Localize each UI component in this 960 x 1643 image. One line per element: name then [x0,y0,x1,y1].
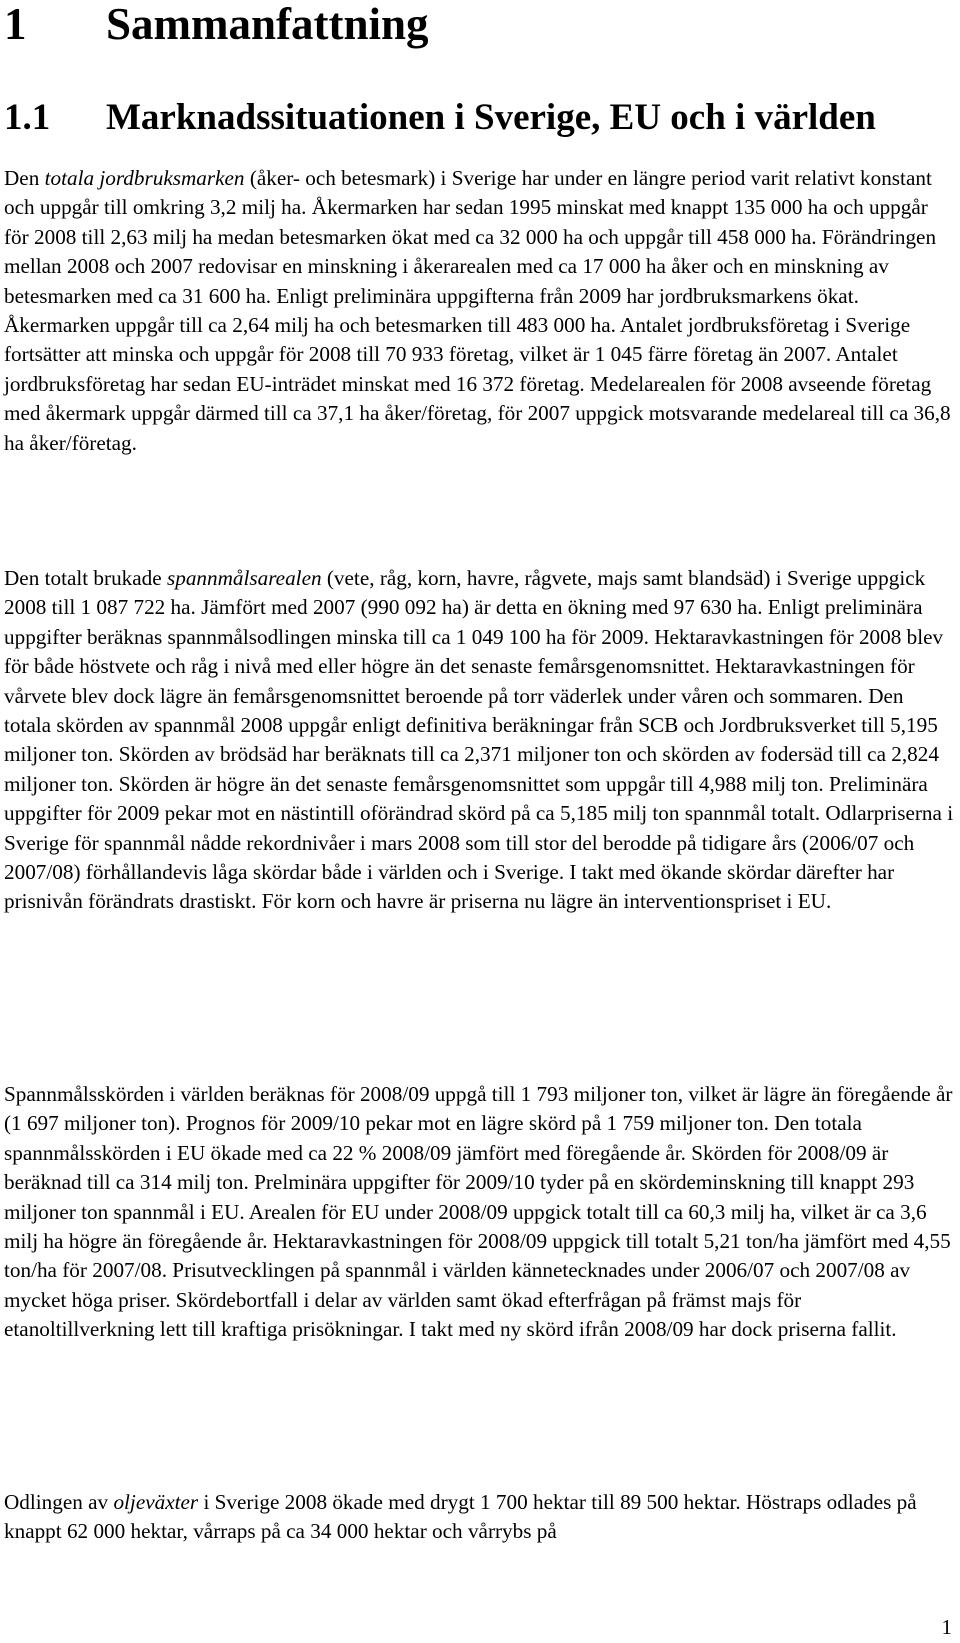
emphasis-text: oljeväxter [113,1490,199,1514]
paragraph-spannmal-varlden [4,1080,954,1345]
paragraph-text: Odlingen av [4,1490,114,1514]
emphasis-text: spannmålsarealen [166,566,322,590]
paragraph-oljevaxter [4,1488,954,1547]
paragraph-text: Spannmålsskörden i världen beräknas för 2008/09 uppgå till 1 793 miljoner ton, vilket är lägre än föregående år (1 697 miljoner ton). Prognos för 2009/10 pekar mot en lägre skörd på 1 759 miljoner ton. Den totala spannmålsskörden i EU ökade med ca 22 % 2008/09 jämfört med föregående år. Skörden för 2008/09 är beräknad till ca 314 milj ton. Prelminära uppgifter för 2009/10 tyder på en skördeminskning till knappt 293 miljoner ton spannmål i EU. Arealen för EU under 2008/09 uppgick totalt till ca 60,3 milj ha, vilket är ca 3,6 milj ha högre än föregående år. Hektaravkastningen för 2008/09 uppgick till totalt 5,21 ton/ha jämfört med 4,55 ton/ha för 2007/08. Prisutvecklingen på spannmål i världen kännetecknades under 2006/07 och 2007/08 av mycket höga priser. Skördebortfall i delar av världen samt ökad efterfrågan på främst majs för etanoltillverkning lett till kraftiga prisökningar. I takt med ny skörd ifrån 2008/09 har dock priserna fallit. [4,1082,953,1342]
paragraph-text: Den [4,166,45,190]
paragraph-jordbruksmark [4,164,954,458]
paragraph-text: (vete, råg, korn, havre, rågvete, majs samt blandsäd) i Sverige uppgick 2008 till 1 087 722 ha. Jämfört med 2007 (990 092 ha) är detta en ökning med 97 630 ha. Enligt preliminära uppgifter beräknas spannmålsodlingen minska till ca 1 049 100 ha för 2009. Hektaravkastningen för 2008 blev för både höstvete och råg i nivå med eller högre än det senaste femårsgenomsnittet. Hektaravkastningen för vårvete blev dock lägre än femårsgenomsnittet beroende på torr väderlek under våren och sommaren. Den totala skörden av spannmål 2008 uppgår enligt definitiva beräkningar från SCB och Jordbruksverket till 5,195 miljoner ton. Skörden av brödsäd har beräknats till ca 2,371 miljoner ton och skörden av fodersäd till ca 2,824 miljoner ton. Skörden är högre än det senaste femårsgenomsnittet som uppgår till 4,988 milj ton. Preliminära uppgifter för 2009 pekar mot en nästintill oförändrad skörd på ca 5,185 milj ton spannmål totalt. Odlarpriserna i Sverige för spannmål nådde rekordnivåer i mars 2008 som till stor del berodde på tidigare års (2006/07 och 2007/08) förhållandevis låga skördar både i världen och i Sverige. I takt med ökande skördar därefter har prisnivån förändrats drastiskt. För korn och havre är priserna nu lägre än interventionspriset i EU. [4,566,954,914]
section-number: 1.1 [4,97,51,138]
chapter-number: 1 [4,0,27,49]
chapter-heading [4,0,429,48]
paragraph-spannmal-sverige [4,564,954,917]
chapter-title: Sammanfattning [106,0,429,49]
paragraph-text: (åker- och betesmark) i Sverige har under en längre period varit relativt konstant och uppgår till omkring 3,2 milj ha. Åkermarken har sedan 1995 minskat med knappt 135 000 ha och uppgår för 2008 till 2,63 milj ha medan betesmarken ökat med ca 32 000 ha och uppgår till 458 000 ha. Förändringen mellan 2008 och 2007 redovisar en minskning i åkerarealen med ca 17 000 ha åker och en minskning av betesmarken med ca 31 600 ha. Enligt preliminära uppgifterna från 2009 har jordbruksmarkens ökat. Åkermarken uppgår till ca 2,64 milj ha och betesmarken till 483 000 ha. Antalet jordbruksföretag i Sverige fortsätter att minska och uppgår för 2008 till 70 933 företag, vilket är 1 045 färre företag än 2007. Antalet jordbruksföretag har sedan EU-inträdet minskat med 16 372 företag. Medelarealen för 2008 avseende företag med åkermark uppgår därmed till ca 37,1 ha åker/företag, för 2007 uppgick motsvarande medelareal till ca 36,8 ha åker/företag. [4,166,951,455]
page-number: 1 [941,1615,952,1639]
paragraph-text: Den totalt brukade [4,566,167,590]
section-heading [4,98,876,138]
emphasis-text: totala jordbruksmarken [44,166,245,190]
section-title: Marknadssituationen i Sverige, EU och i världen [106,97,876,138]
paragraph-text: i Sverige 2008 ökade med drygt 1 700 hektar till 89 500 hektar. Höstraps odlades på knappt 62 000 hektar, vårraps på ca 34 000 hektar och vårrybs på [4,1490,917,1544]
